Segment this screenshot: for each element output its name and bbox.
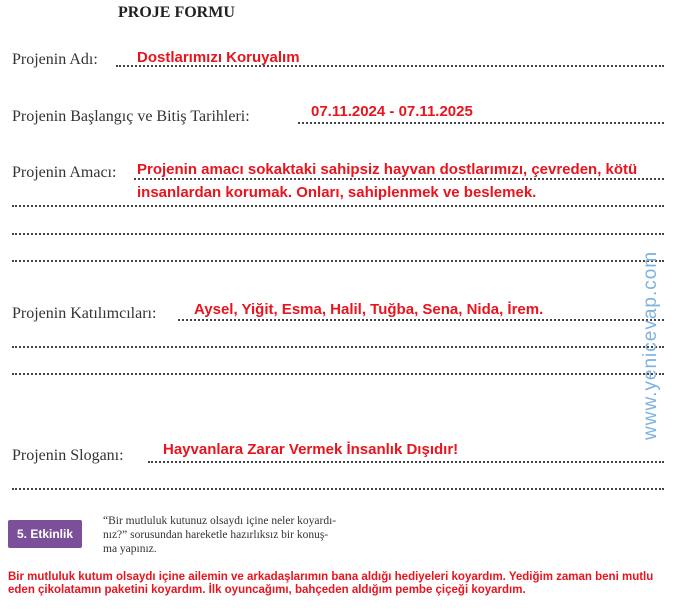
project-slogan-answer[interactable]: Hayvanlara Zarar Vermek İnsanlık Dışıdır!	[163, 441, 459, 458]
activity-instruction-line-1: “Bir mutluluk kutunuz olsaydı içine neler koyardı-	[103, 515, 337, 527]
project-name-answer[interactable]: Dostlarımızı Koruyalım	[137, 49, 300, 66]
project-purpose-line-4	[12, 260, 664, 262]
project-dates-answer[interactable]: 07.11.2024 - 07.11.2025	[311, 103, 473, 120]
project-slogan-line-1	[148, 461, 664, 463]
project-purpose-label: Projenin Amacı:	[12, 164, 117, 181]
activity-answer-line-2[interactable]: eden çikolatamın paketini koyardım. İlk oyuncağımı, bahçeden aldığım pembe çiçeği koyardım.	[8, 584, 526, 596]
project-name-label: Projenin Adı:	[12, 51, 98, 68]
form-title: PROJE FORMU	[118, 4, 235, 21]
project-slogan-label: Projenin Sloganı:	[12, 447, 124, 464]
project-purpose-answer-line-1[interactable]: Projenin amacı sokaktaki sahipsiz hayvan dostlarımızı, çevreden, kötü	[137, 161, 638, 178]
activity-answer-line-1[interactable]: Bir mutluluk kutum olsaydı içine ailemin ve arkadaşlarımın bana aldığı hediyeleri koyardım. Yediğim zaman beni mutlu	[8, 571, 654, 583]
activity-badge: 5. Etkinlik	[8, 520, 82, 548]
activity-instruction-line-3: ma yapınız.	[103, 543, 157, 555]
project-participants-line-1	[178, 319, 664, 321]
activity-instruction	[103, 514, 388, 556]
project-dates-label: Projenin Başlangıç ve Bitiş Tarihleri:	[12, 108, 250, 125]
project-participants-answer[interactable]: Aysel, Yiğit, Esma, Halil, Tuğba, Sena, Nida, İrem.	[194, 301, 544, 318]
project-purpose-line-1	[134, 178, 664, 180]
project-purpose-line-3	[12, 233, 664, 235]
activity-answer	[8, 571, 698, 597]
project-participants-label: Projenin Katılımcıları:	[12, 305, 157, 322]
activity-instruction-line-2: nız?” sorusundan hareketle hazırlıksız bir konuş-	[103, 529, 329, 541]
project-participants-line-2	[12, 346, 664, 348]
watermark-text: www.yenicevap.com	[640, 250, 661, 440]
project-dates-line	[298, 122, 664, 124]
project-purpose-answer-line-2[interactable]: insanlardan korumak. Onları, sahiplenmek ve beslemek.	[137, 184, 537, 201]
project-purpose-line-2	[12, 205, 664, 207]
project-participants-line-3	[12, 373, 664, 375]
project-slogan-line-2	[12, 488, 664, 490]
